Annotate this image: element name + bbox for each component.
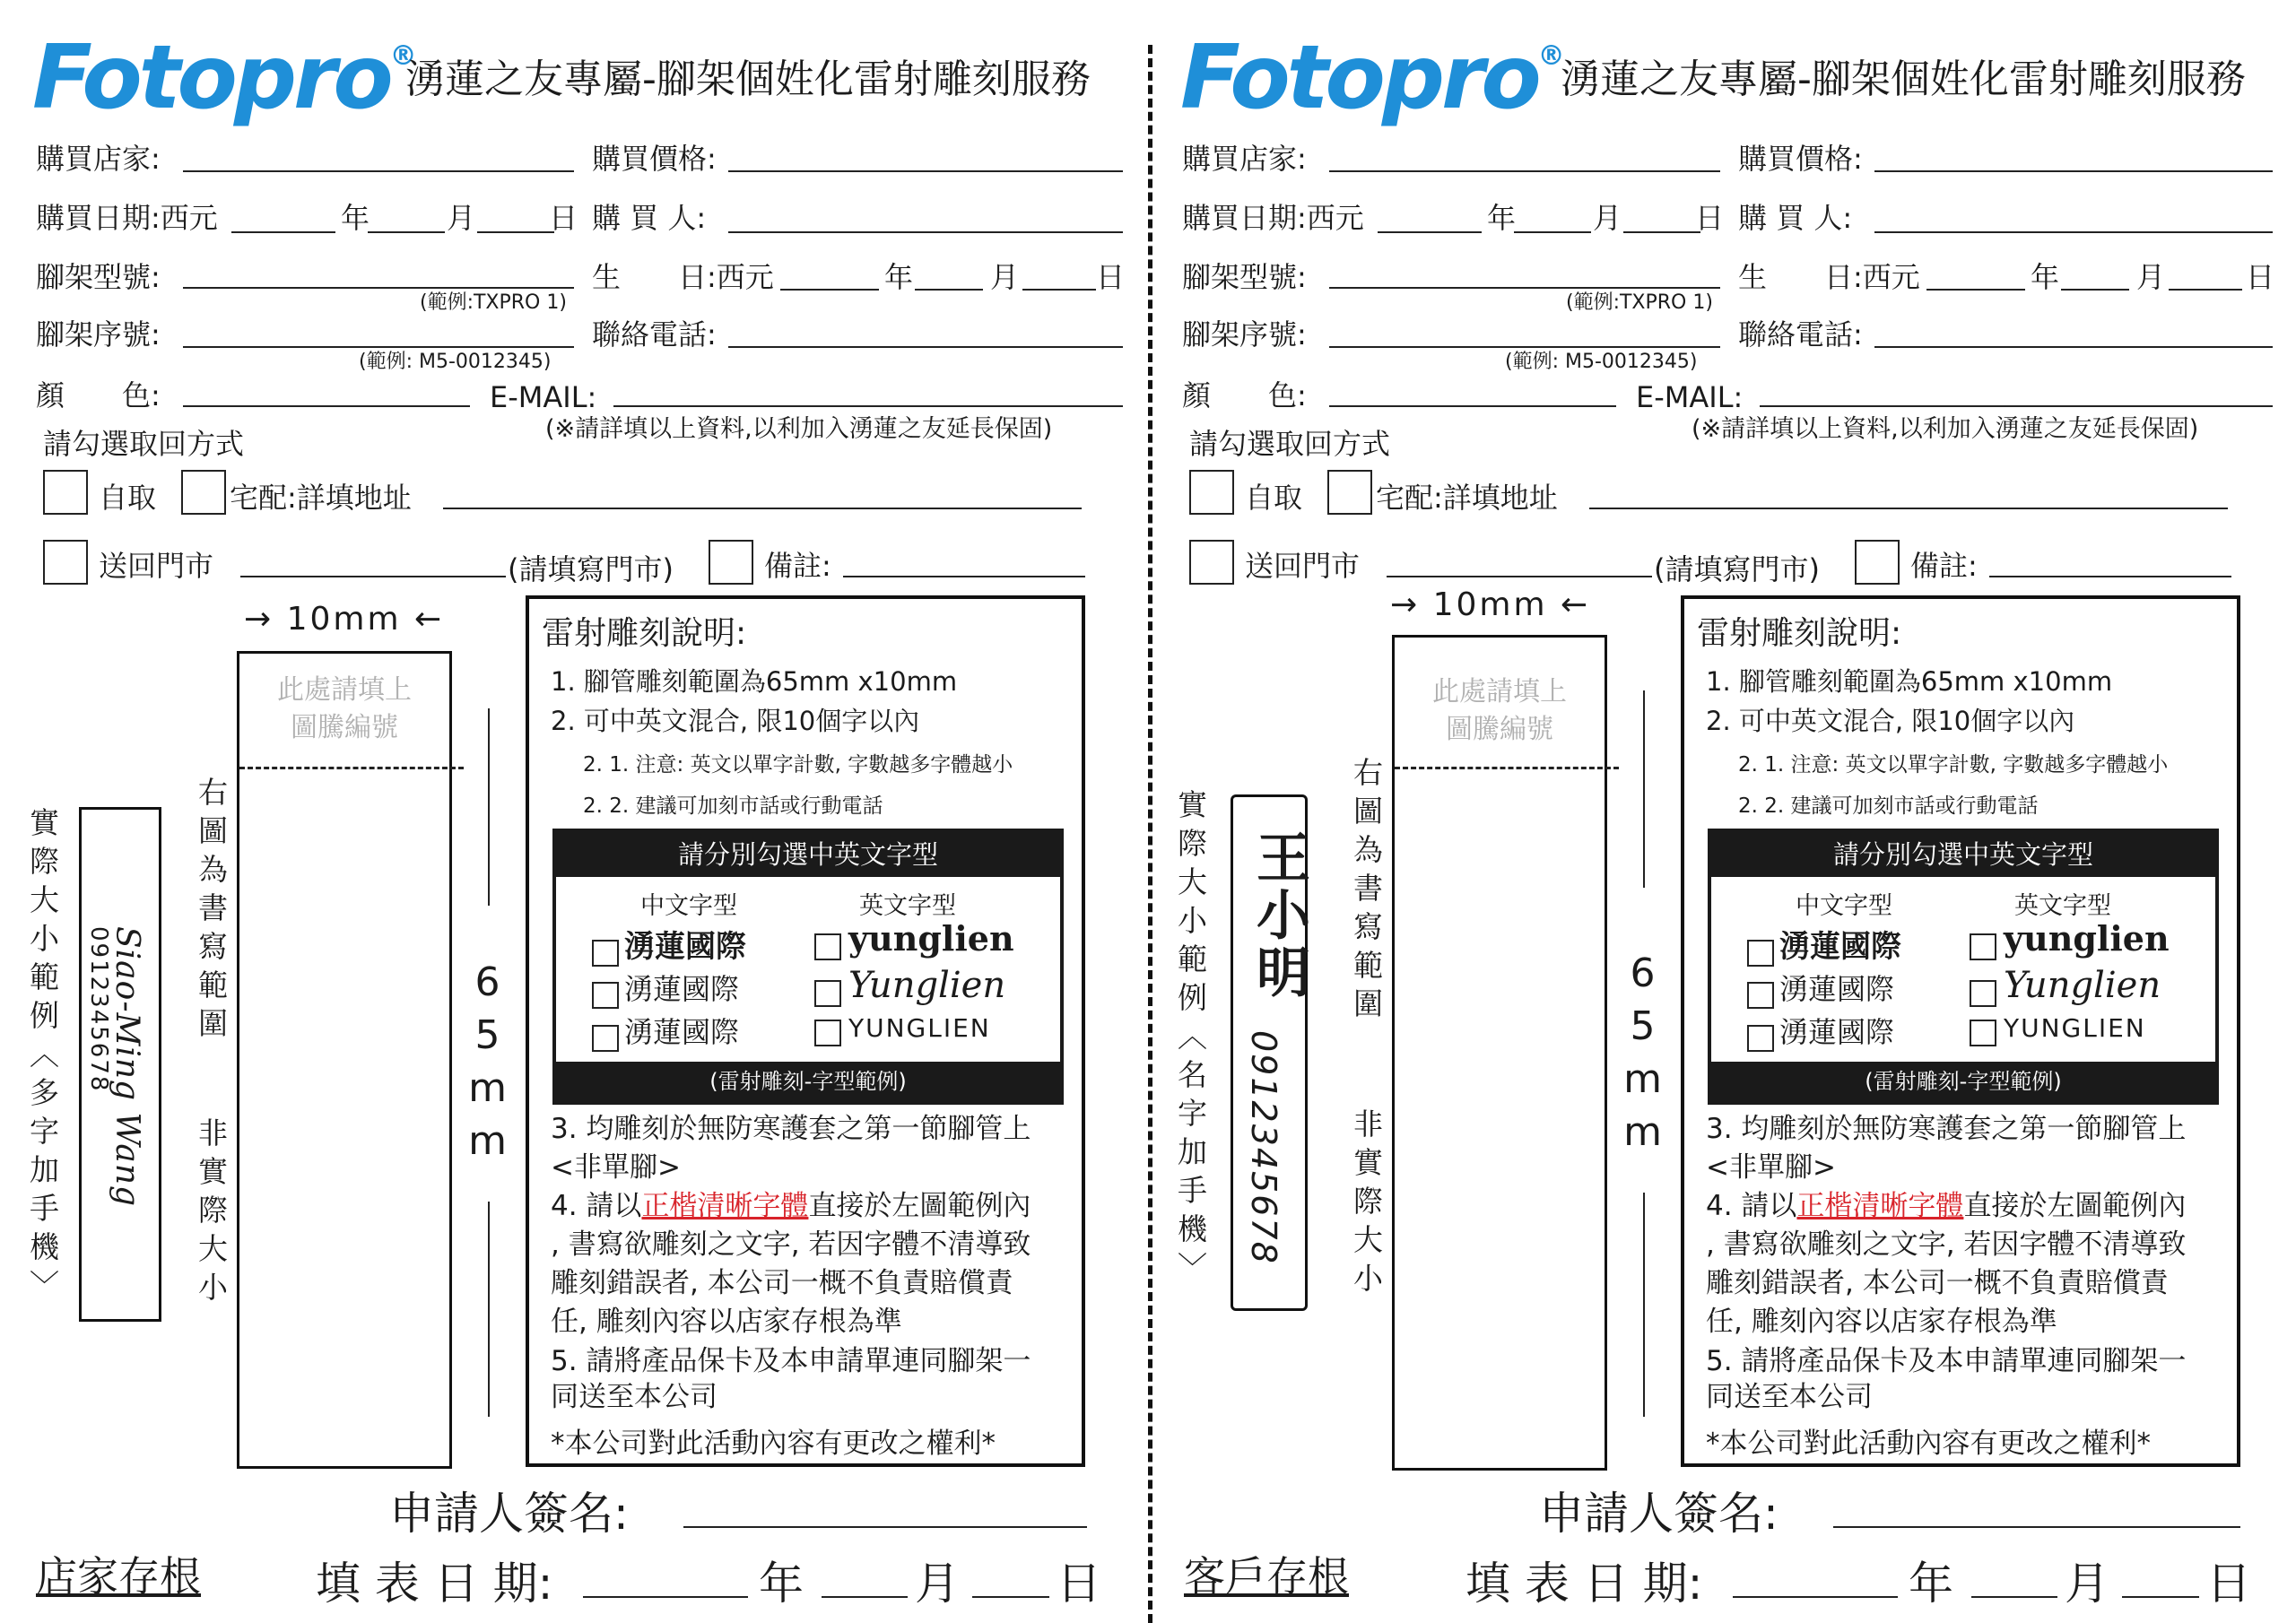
width-dimension: → 10mm ← [1390, 586, 1591, 623]
fill-date-label: 填 表 日 期: [316, 1558, 553, 1610]
store-stub-form: Fotopro® 湧蓮之友專屬-腳架個姓化雷射雕刻服務 購買店家: 購買價格: 購買日期:西元 年 月 日 購 買 人: 腳架型號: (範例:TXPRO 1) 生 日:西元 年 月 日 腳架序號: (範例: M5-0012345) 聯絡電話: 顏 色: E-MAIL: (※請詳填以上資料,以利加入湧蓮之友延長保固) 請勾選取回方式 自取 宅配:詳填地址 送回門市 (請填寫門市) 備註: → 10mm ← 此處請填上 圖騰編號 65mm 右圖為書寫範圍 非實際大小 實際大小範例〈多字加手機〉 Siao-Ming Wang 0912345678 雷射雕刻說明: 1. 腳管雕刻範圍為65mm x10mm 2. 可中英文混合, 限10個字以內 2. 1. 注意: 英文以單字計數, 字數越多字體越小 2. 2. 建議可加刻市話或行動電話 請分別勾選中英文字型 中文字型 英文字型 湧蓮國際 湧蓮國際 湧蓮國際 yunglien Yunglien YUNGLIEN (雷射雕刻-字型範例) 3. 均雕刻於無防寒護套之第一節腳管上 <非單腳> 4. 請以正楷清晰字體直接於左圖範例內 , 書寫欲雕刻之文字, 若因字體不清導致 雕刻錯誤者, 本公司一概不負責賠償責 任, 雕刻內容以店家存根為準 5. 請將產品保卡及本申請單連同腳架一 同送至本公司 *本公司對此活動內容有更改之權利* 申請人簽名: 店家存根 填 表 日 期: 年 月 日 [0, 0, 1148, 1623]
color-label: 顏 色: [36, 378, 161, 412]
width-dimension: → 10mm ← [244, 601, 445, 638]
remark-checkbox[interactable] [709, 540, 753, 585]
date-year-field[interactable] [231, 231, 335, 233]
store-field[interactable] [1329, 170, 1720, 172]
price-label: 購買價格: [1738, 142, 1863, 176]
email-label: E-MAIL: [490, 380, 597, 414]
not-actual-size-note: 非實際大小 [194, 1117, 229, 1310]
date-day-field[interactable] [477, 231, 554, 233]
note-4: 4. 請以正楷清晰字體直接於左圖範例內 , 書寫欲雕刻之文字, 若因字體不清導致 雕刻錯誤者, 本公司一概不負責賠償責 任, 雕刻內容以店家存根為準 [1706, 1190, 2187, 1338]
email-label: E-MAIL: [1636, 380, 1744, 414]
date-day-field[interactable] [1623, 231, 1700, 233]
color-field[interactable] [183, 405, 470, 407]
buyer-field[interactable] [1874, 231, 2273, 233]
writing-area-note: 右圖為書寫範圍 [1349, 757, 1384, 1027]
fotopro-logo: Fotopro® [32, 27, 417, 129]
address-field[interactable] [443, 508, 1082, 509]
actual-size-example-label: 實際大小範例〈多字加手機〉 [25, 807, 60, 1308]
emblem-divider [239, 767, 464, 769]
sample-chinese-name: 王小明 [1248, 829, 1310, 1002]
serial-example: (範例: M5-0012345) [359, 351, 552, 373]
zh-font-2-option[interactable]: 湧蓮國際 [592, 967, 739, 1009]
remark-field[interactable] [843, 576, 1085, 577]
model-label: 腳架型號: [1182, 260, 1307, 294]
phone-label: 聯絡電話: [1738, 317, 1863, 352]
applicant-signature-label: 申請人簽名: [1539, 1488, 1779, 1540]
emblem-placeholder: 此處請填上 圖騰編號 [1432, 676, 1567, 745]
pickup-label: 請勾選取回方式 [1189, 427, 1391, 461]
rights-note: *本公司對此活動內容有更改之權利* [551, 1428, 996, 1460]
birth-day-field[interactable] [2169, 289, 2242, 291]
emblem-placeholder: 此處請填上 圖騰編號 [277, 674, 412, 743]
delivery-checkbox[interactable] [181, 470, 226, 515]
birth-label: 生 日:西元 [592, 260, 774, 294]
serial-example: (範例: M5-0012345) [1505, 351, 1698, 373]
return-store-field[interactable] [1387, 576, 1652, 577]
fill-month-field[interactable] [1971, 1596, 2057, 1598]
fill-day-field[interactable] [2122, 1596, 2199, 1598]
birth-year-field[interactable] [1926, 289, 2025, 291]
notes-heading: 雷射雕刻說明: [542, 615, 747, 652]
date-label: 購買日期:西元 [1182, 201, 1364, 235]
zh-font-3-option[interactable]: 湧蓮國際 [592, 1010, 739, 1052]
fotopro-logo: Fotopro® [1180, 27, 1565, 129]
arrow-up [1643, 1193, 1645, 1417]
price-field[interactable] [728, 170, 1123, 172]
delivery-checkbox[interactable] [1327, 470, 1372, 515]
height-dimension: 65mm [1620, 950, 1665, 1162]
pickup-label: 請勾選取回方式 [43, 427, 245, 461]
rights-note: *本公司對此活動內容有更改之權利* [1706, 1428, 2151, 1460]
buyer-field[interactable] [728, 231, 1123, 233]
en-font-3-option[interactable]: YUNGLIEN [814, 1013, 991, 1046]
birth-year-field[interactable] [780, 289, 879, 291]
en-font-1-option[interactable]: yunglien [814, 918, 1014, 960]
color-label: 顏 色: [1182, 378, 1307, 412]
form-title: 湧蓮之友專屬-腳架個姓化雷射雕刻服務 [1561, 56, 2246, 102]
actual-size-example-label: 實際大小範例〈名字加手機〉 [1173, 789, 1208, 1290]
arrow-up [488, 1202, 490, 1417]
note-4: 4. 請以正楷清晰字體直接於左圖範例內 , 書寫欲雕刻之文字, 若因字體不清導致 雕刻錯誤者, 本公司一概不負責賠償責 任, 雕刻內容以店家存根為準 [551, 1190, 1031, 1338]
date-month-field[interactable] [1514, 231, 1591, 233]
zh-font-1-option[interactable]: 湧蓮國際 [592, 922, 746, 967]
return-store-field[interactable] [240, 576, 506, 577]
writing-area-note: 右圖為書寫範圍 [194, 777, 229, 1046]
buyer-label: 購 買 人: [1738, 201, 1853, 235]
serial-label: 腳架序號: [36, 317, 161, 352]
sample-phone: 0912345678 [85, 926, 112, 1093]
return-store-checkbox[interactable] [1189, 540, 1234, 585]
applicant-signature-field[interactable] [1833, 1526, 2240, 1528]
stub-title: 店家存根 [36, 1552, 201, 1601]
customer-stub-form: Fotopro® 湧蓮之友專屬-腳架個姓化雷射雕刻服務 購買店家: 購買價格: 購買日期:西元 年 月 日 購 買 人: 腳架型號: (範例:TXPRO 1) 生 日:西元 年 月 日 腳架序號: (範例: M5-0012345) 聯絡電話: 顏 色: E-MAIL: (※請詳填以上資料,以利加入湧蓮之友延長保固) 請勾選取回方式 自取 宅配:詳填地址 送回門市 (請填寫門市) 備註: → 10mm ← 此處請填上 圖騰編號 65mm 右圖為書寫範圍 非實際大小 實際大小範例〈名字加手機〉 王小明 0912345678 雷射雕刻說明: 1. 腳管雕刻範圍為65mm x10mm 2. 可中英文混合, 限10個字以內 2. 1. 注意: 英文以單字計數, 字數越多字體越小 2. 2. 建議可加刻市話或行動電話 請分別勾選中英文字型 中文字型 英文字型 湧蓮國際 湧蓮國際 湧蓮國際 yunglien Yunglien YUNGLIEN (雷射雕刻-字型範例) 3. 均雕刻於無防寒護套之第一節腳管上 <非單腳> 4. 請以正楷清晰字體直接於左圖範例內 , 書寫欲雕刻之文字, 若因字體不清導致 雕刻錯誤者, 本公司一概不負責賠償責 任, 雕刻內容以店家存根為準 5. 請將產品保卡及本申請單連同腳架一 同送至本公司 *本公司對此活動內容有更改之權利* 申請人簽名: 客戶存根 填 表 日 期: 年 月 日 [1148, 0, 2296, 1623]
fill-year-field[interactable] [583, 1596, 748, 1598]
remark-checkbox[interactable] [1855, 540, 1900, 585]
store-field[interactable] [183, 170, 574, 172]
not-actual-size-note: 非實際大小 [1349, 1108, 1384, 1301]
return-store-checkbox[interactable] [43, 540, 88, 585]
fill-month-field[interactable] [822, 1596, 908, 1598]
font-sample-panel: 請分別勾選中英文字型 中文字型 英文字型 湧蓮國際 湧蓮國際 湧蓮國際 yunglien Yunglien YUNGLIEN (雷射雕刻-字型範例) [552, 829, 1064, 1105]
fill-year-field[interactable] [1733, 1596, 1898, 1598]
price-field[interactable] [1874, 170, 2273, 172]
zh-font-2-option[interactable]: 湧蓮國際 [1747, 967, 1894, 1009]
serial-label: 腳架序號: [1182, 317, 1307, 352]
price-label: 購買價格: [592, 142, 717, 176]
fill-date-label: 填 表 日 期: [1465, 1558, 1703, 1610]
birth-month-field[interactable] [2061, 289, 2129, 291]
store-label: 購買店家: [1182, 142, 1307, 176]
writing-area[interactable] [1392, 635, 1607, 1471]
zh-font-3-option[interactable]: 湧蓮國際 [1747, 1010, 1894, 1052]
email-field[interactable] [613, 405, 1123, 407]
date-label: 購買日期:西元 [36, 201, 218, 235]
birth-label: 生 日:西元 [1738, 260, 1920, 294]
model-label: 腳架型號: [36, 260, 161, 294]
phone-field[interactable] [728, 346, 1123, 348]
model-example: (範例:TXPRO 1) [420, 291, 567, 314]
warranty-note: (※請詳填以上資料,以利加入湧蓮之友延長保固) [545, 415, 1053, 443]
arrow-down [1643, 690, 1645, 888]
font-sample-panel: 請分別勾選中英文字型 中文字型 英文字型 湧蓮國際 湧蓮國際 湧蓮國際 yunglien Yunglien YUNGLIEN (雷射雕刻-字型範例) [1708, 829, 2219, 1105]
date-year-field[interactable] [1378, 231, 1482, 233]
birth-day-field[interactable] [1022, 289, 1096, 291]
address-field[interactable] [1589, 508, 2228, 509]
applicant-signature-field[interactable] [683, 1526, 1087, 1528]
sample-english-name: Siao-Ming Wang [109, 926, 145, 1208]
store-label: 購買店家: [36, 142, 161, 176]
stub-title: 客戶存根 [1184, 1552, 1349, 1601]
emblem-divider [1395, 767, 1619, 769]
actual-size-example [79, 807, 161, 1322]
laser-notes-box: 雷射雕刻說明: 1. 腳管雕刻範圍為65mm x10mm 2. 可中英文混合, 限10個字以內 2. 1. 注意: 英文以單字計數, 字數越多字體越小 2. 2. 建議可加刻市話或行動電話 請分別勾選中英文字型 中文字型 英文字型 湧蓮國際 湧蓮國際 湧蓮國際 yunglien Yunglien YUNGLIEN (雷射雕刻-字型範例) 3. 均雕刻於無防寒護套之第一節腳管上 <非單腳> 4. 請以正楷清晰字體直接於左圖範例內 , 書寫欲雕刻之文字, 若因字體不清導致 雕刻錯誤者, 本公司一概不負責賠償責 任, 雕刻內容以店家存根為準 5. 請將產品保卡及本申請單連同腳架一 同送至本公司 *本公司對此活動內容有更改之權利* [1681, 595, 2240, 1467]
color-field[interactable] [1329, 405, 1616, 407]
arrow-down [488, 708, 490, 906]
buyer-label: 購 買 人: [592, 201, 707, 235]
warranty-note: (※請詳填以上資料,以利加入湧蓮之友延長保固) [1692, 415, 2199, 443]
applicant-signature-label: 申請人簽名: [389, 1488, 629, 1540]
en-font-2-option[interactable]: Yunglien [1970, 965, 2161, 1007]
date-month-field[interactable] [368, 231, 445, 233]
model-example: (範例:TXPRO 1) [1566, 291, 1713, 314]
laser-notes-box: 雷射雕刻說明: 1. 腳管雕刻範圍為65mm x10mm 2. 可中英文混合, 限10個字以內 2. 1. 注意: 英文以單字計數, 字數越多字體越小 2. 2. 建議可加刻市話或行動電話 請分別勾選中英文字型 中文字型 英文字型 湧蓮國際 湧蓮國際 湧蓮國際 yunglien Yunglien YUNGLIEN (雷射雕刻-字型範例) 3. 均雕刻於無防寒護套之第一節腳管上 <非單腳> 4. 請以正楷清晰字體直接於左圖範例內 , 書寫欲雕刻之文字, 若因字體不清導致 雕刻錯誤者, 本公司一概不負責賠償責 任, 雕刻內容以店家存根為準 5. 請將產品保卡及本申請單連同腳架一 同送至本公司 *本公司對此活動內容有更改之權利* [526, 595, 1085, 1467]
writing-area[interactable] [237, 651, 452, 1469]
birth-month-field[interactable] [915, 289, 983, 291]
sample-phone: 0912345678 [1244, 1030, 1283, 1265]
self-pickup-checkbox[interactable] [1189, 470, 1234, 515]
height-dimension: 65mm [465, 959, 510, 1171]
email-field[interactable] [1760, 405, 2273, 407]
self-pickup-checkbox[interactable] [43, 470, 88, 515]
phone-label: 聯絡電話: [592, 317, 717, 352]
en-font-1-option[interactable]: yunglien [1970, 918, 2170, 960]
actual-size-example [1231, 794, 1308, 1311]
phone-field[interactable] [1874, 346, 2273, 348]
notes-heading: 雷射雕刻說明: [1697, 615, 1902, 652]
fill-day-field[interactable] [972, 1596, 1049, 1598]
en-font-2-option[interactable]: Yunglien [814, 965, 1005, 1007]
remark-field[interactable] [1989, 576, 2231, 577]
form-title: 湧蓮之友專屬-腳架個姓化雷射雕刻服務 [405, 56, 1091, 102]
en-font-3-option[interactable]: YUNGLIEN [1970, 1013, 2146, 1046]
zh-font-1-option[interactable]: 湧蓮國際 [1747, 922, 1901, 967]
